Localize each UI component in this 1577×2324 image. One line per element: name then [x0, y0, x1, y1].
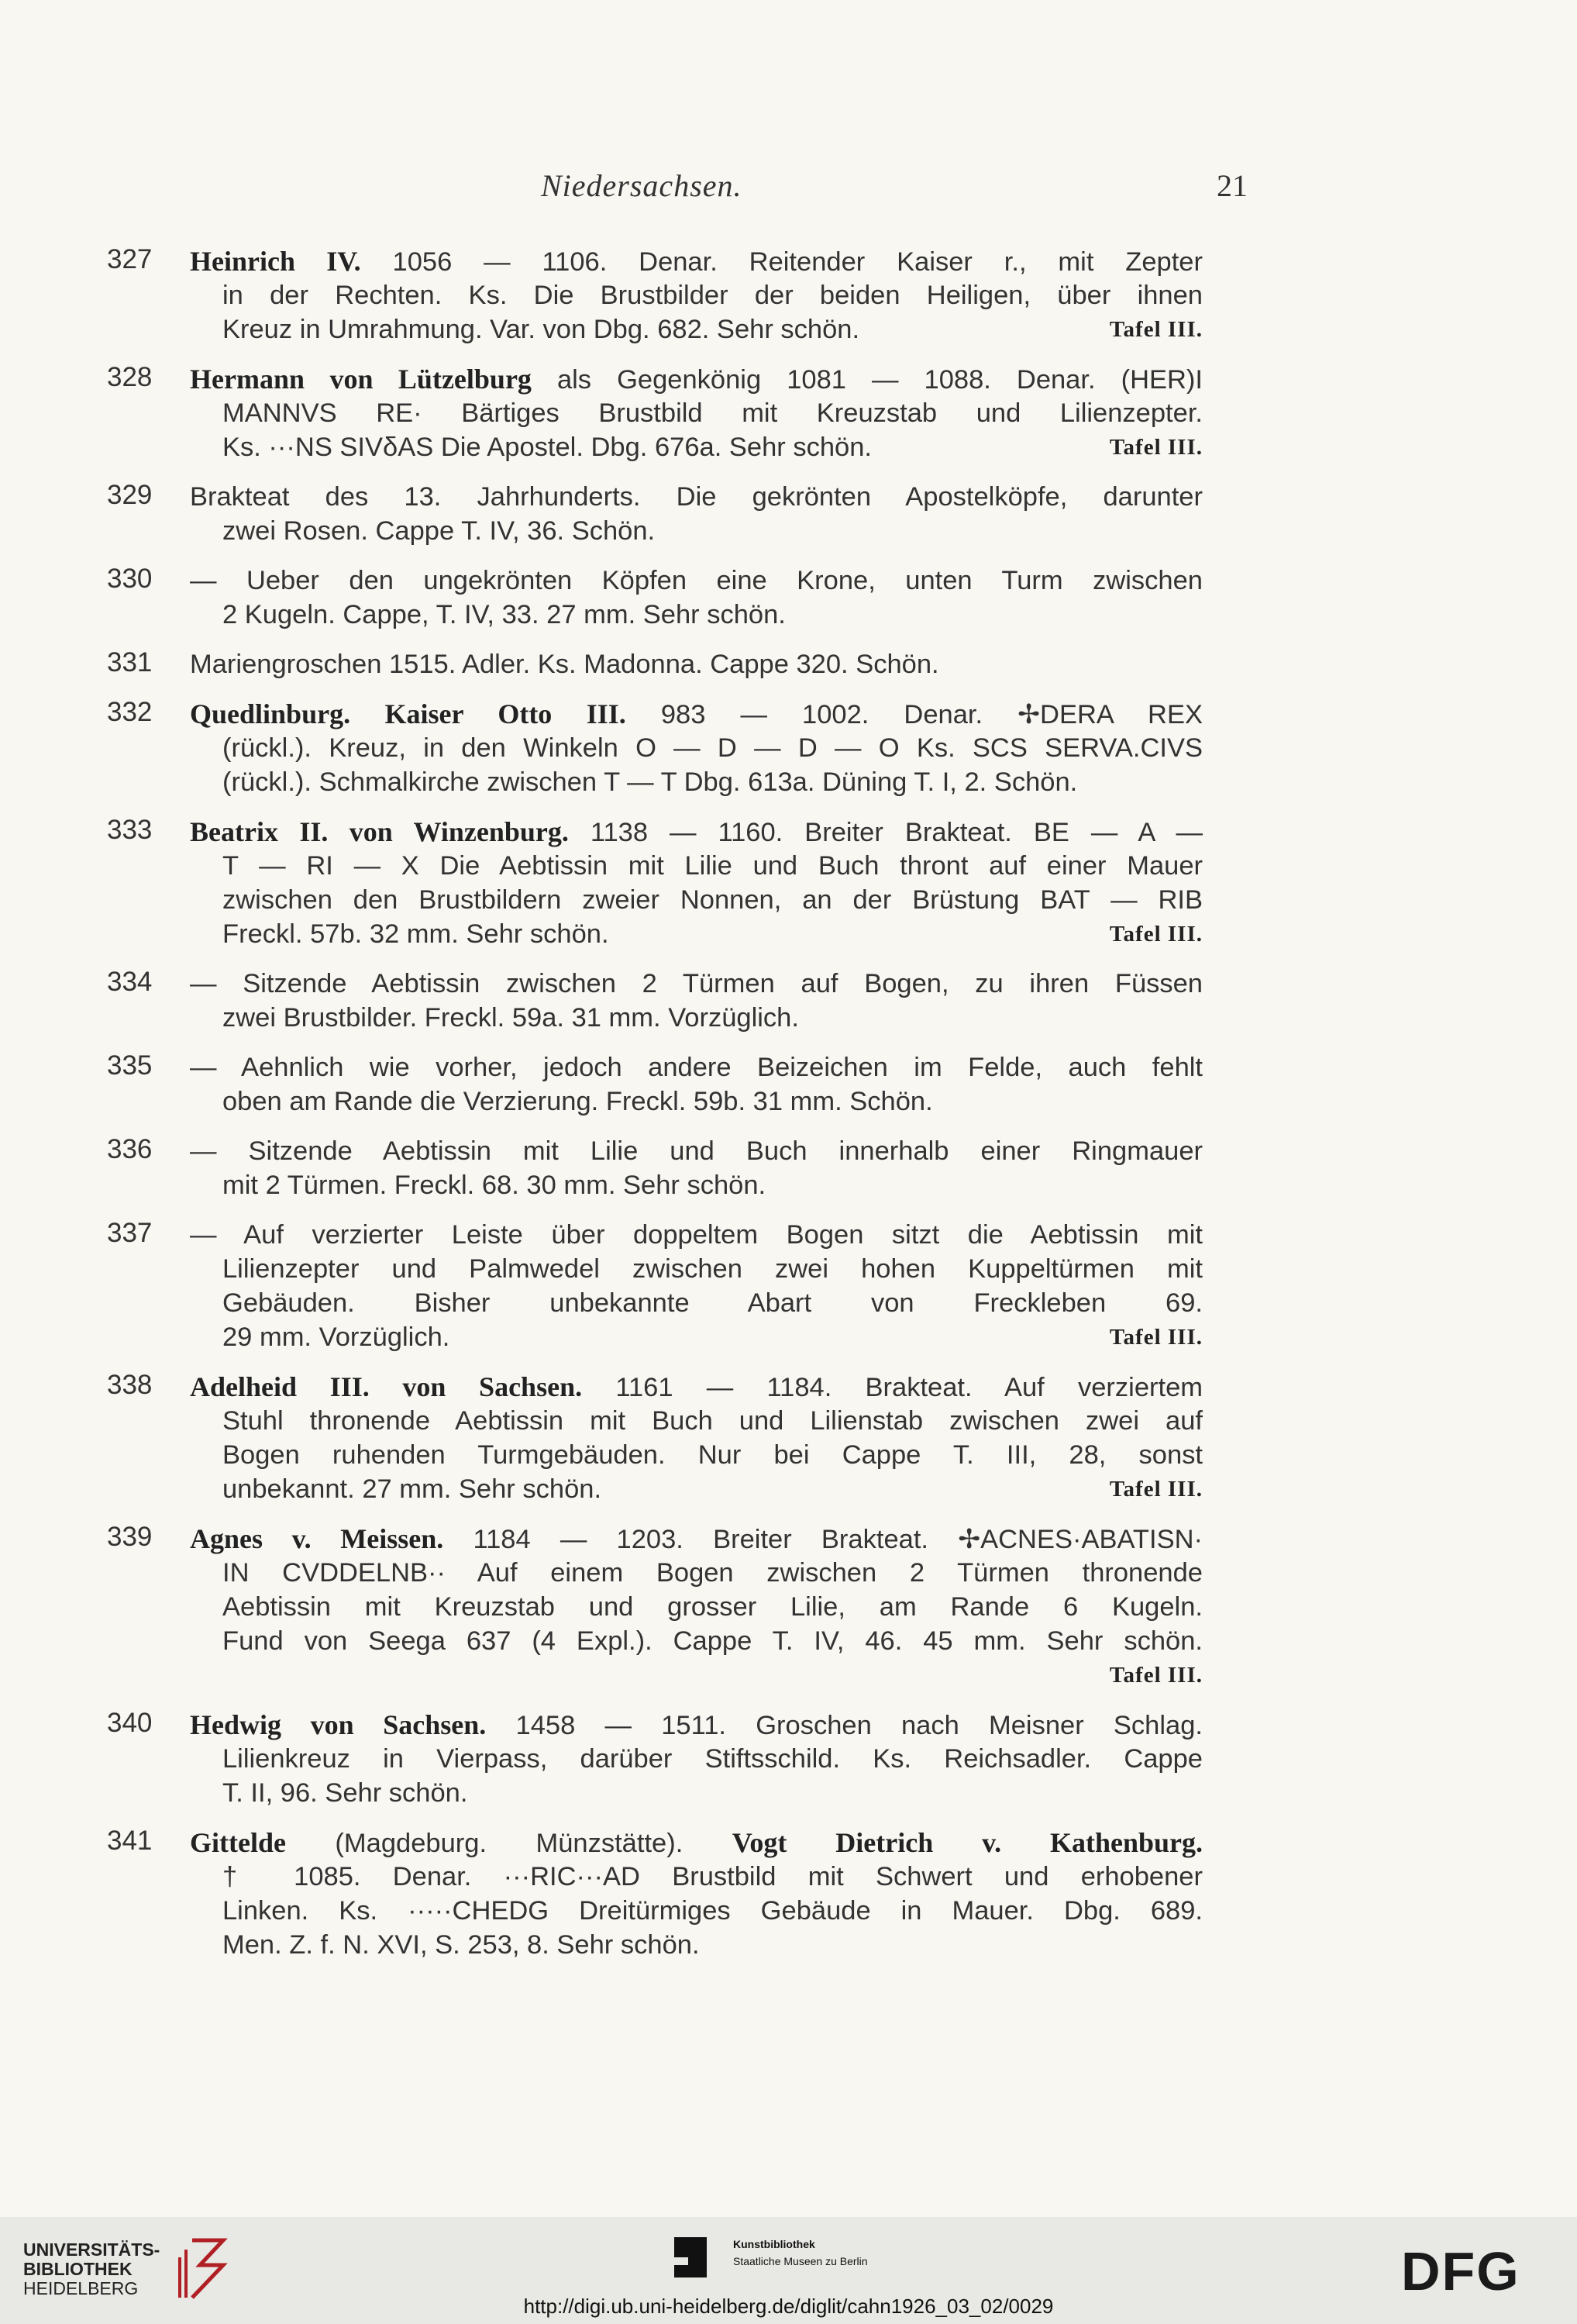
entry-line [190, 1708, 1203, 1742]
entry-text: (Magdeburg. Münzstätte). [285, 1829, 732, 1858]
entry-text: — Sitzende Aebtissin mit Lilie und Buch innerhalb einer Ringmauer [190, 1136, 1203, 1166]
entry-text: Lilienkreuz in Vierpass, darüber Stiftsschild. Ks. Reichsadler. Cappe [222, 1744, 1203, 1774]
ub-heidelberg-logo[interactable] [23, 2234, 232, 2304]
plate-reference: Tafel III. [1109, 922, 1203, 946]
entry-text: (rückl.). Kreuz, in den Winkeln O — D — D — O Ks. SCS SERVA.CIVS [222, 733, 1203, 763]
entry-text: T. II, 96. Sehr schön. [222, 1778, 468, 1808]
entry-line [222, 1658, 1203, 1692]
entry-text: unbekannt. 27 mm. Sehr schön. [222, 1474, 602, 1504]
entry-text: (rückl.). Schmalkirche zwischen T — T Dbg. 613a. Düning T. I, 2. Schön. [222, 767, 1078, 797]
kb-line-2: Staatliche Museen zu Berlin [733, 2255, 868, 2267]
entry-line [222, 312, 1203, 347]
entry-line [190, 815, 1203, 849]
entry-heading: Gittelde [190, 1827, 286, 1858]
entry-line [190, 362, 1203, 396]
entry-line [222, 1286, 1203, 1320]
kb-line-1: Kunstbibliothek [733, 2238, 815, 2250]
entry-number: 327 [107, 244, 153, 274]
ub-line-3: HEIDELBERG [23, 2278, 139, 2298]
entry-number: 339 [107, 1522, 153, 1552]
entry-text: † 1085. Denar. ···RIC···AD Brustbild mit Schwert und erhobener [222, 1862, 1203, 1891]
entry-text: Stuhl thronende Aebtissin mit Buch und Lilienstab zwischen zwei auf [222, 1406, 1203, 1436]
entry-text: Men. Z. f. N. XVI, S. 253, 8. Sehr schön. [222, 1930, 700, 1960]
entry-text: Ks. ···NS SIVδAS Die Apostel. Dbg. 676a. Sehr schön. [222, 433, 873, 462]
kunstbibliothek-mark-icon [674, 2237, 707, 2277]
ub-logo-text [23, 2240, 160, 2298]
entry-text: zwei Brustbilder. Freckl. 59a. 31 mm. Vorzüglich. [222, 1003, 799, 1033]
entry-heading: Hedwig von Sachsen. [190, 1709, 487, 1740]
entry-line [222, 1320, 1203, 1354]
entry-line [190, 697, 1203, 731]
plate-reference: Tafel III. [1109, 1663, 1203, 1688]
entry-line [222, 1472, 1203, 1506]
ub-line-1: UNIVERSITÄTS- [23, 2240, 160, 2260]
dfg-logo[interactable]: DFG [1401, 2241, 1520, 2302]
permalink-url[interactable]: http://digi.ub.uni-heidelberg.de/diglit/cahn1926_03_02/0029 [523, 2295, 1054, 2318]
entry-line [222, 430, 1203, 464]
entry-line [190, 244, 1203, 278]
kunstbibliothek-logo[interactable] [674, 2228, 969, 2290]
entry-text: Fund von Seega 637 (4 Expl.). Cappe T. IV, 46. 45 mm. Sehr schön. [222, 1626, 1203, 1656]
entry-text: Gebäuden. Bisher unbekannte Abart von Freckleben 69. [222, 1288, 1203, 1318]
entry-number: 337 [107, 1218, 153, 1248]
entry-heading: Quedlinburg. Kaiser Otto III. [190, 698, 626, 729]
entry-text: — Aehnlich wie vorher, jedoch andere Beizeichen im Felde, auch fehlt [190, 1053, 1203, 1082]
entry-line [222, 883, 1203, 917]
entry-heading: Adelheid III. von Sachsen. [190, 1371, 583, 1402]
entry-number: 333 [107, 815, 153, 845]
plate-reference: Tafel III. [1109, 317, 1203, 342]
entry-line [222, 765, 1203, 799]
entry-line [222, 396, 1203, 430]
entry-text: — Sitzende Aebtissin zwischen 2 Türmen auf Bogen, zu ihren Füssen [190, 969, 1203, 998]
entry-text: als Gegenkönig 1081 — 1088. Denar. (HER)I [531, 365, 1203, 395]
entry-line [222, 1776, 1203, 1810]
entry-text: T — RI — X Die Aebtissin mit Lilie und Buch thront auf einer Mauer [222, 851, 1203, 881]
entry-text: 1161 — 1184. Brakteat. Auf verziertem [582, 1373, 1203, 1402]
entry-number: 329 [107, 480, 153, 510]
entry-line [222, 1252, 1203, 1286]
entry-text: 1138 — 1160. Breiter Brakteat. BE — A — [568, 818, 1203, 847]
entry-line [190, 1218, 1203, 1252]
entry-line [222, 731, 1203, 765]
entry-text: — Auf verzierter Leiste über doppeltem Bogen sitzt die Aebtissin mit [190, 1220, 1203, 1250]
entry-line [222, 1742, 1203, 1776]
entry-line [222, 1001, 1203, 1035]
entry-text: Mariengroschen 1515. Adler. Ks. Madonna. Cappe 320. Schön. [190, 650, 939, 679]
entry-text: Freckl. 57b. 32 mm. Sehr schön. [222, 919, 609, 949]
entry-text: MANNVS RE· Bärtiges Brustbild mit Kreuzstab und Lilienzepter. [222, 398, 1203, 428]
entry-line [222, 278, 1203, 312]
entry-number: 328 [107, 362, 153, 392]
entry-line [190, 1370, 1203, 1404]
kunstbibliothek-text [733, 2236, 868, 2270]
entry-heading: Hermann von Lützelburg [190, 364, 532, 395]
plate-reference: Tafel III. [1109, 1325, 1203, 1350]
entry-line [222, 1084, 1203, 1119]
entry-heading: Agnes v. Meissen. [190, 1523, 444, 1554]
entry-text: 2 Kugeln. Cappe, T. IV, 33. 27 mm. Sehr schön. [222, 600, 786, 629]
entry-number: 340 [107, 1708, 153, 1738]
entry-line [222, 1168, 1203, 1202]
entry-text: 1184 — 1203. Breiter Brakteat. ✢ACNES·ABATISN· [443, 1525, 1203, 1554]
entry-text: — Ueber den ungekrönten Köpfen eine Krone, unten Turm zwischen [190, 566, 1203, 595]
entry-line [222, 1928, 1203, 1962]
entry-number: 335 [107, 1050, 153, 1081]
entry-text: Linken. Ks. ·····CHEDG Dreitürmiges Gebäude in Mauer. Dbg. 689. [222, 1896, 1203, 1926]
entry-number: 331 [107, 647, 153, 678]
entry-number: 332 [107, 697, 153, 727]
page-number: 21 [1217, 168, 1248, 203]
entry-line [190, 1134, 1203, 1168]
entry-text: 1056 — 1106. Denar. Reitender Kaiser r., mit Zepter [360, 247, 1203, 277]
entry-text: Bogen ruhenden Turmgebäuden. Nur bei Cappe T. III, 28, sonst [222, 1440, 1203, 1470]
entry-text: Brakteat des 13. Jahrhunderts. Die gekrönten Apostelköpfe, darunter [190, 482, 1203, 512]
entry-text: mit 2 Türmen. Freckl. 68. 30 mm. Sehr schön. [222, 1171, 766, 1200]
entry-text: Kreuz in Umrahmung. Var. von Dbg. 682. Sehr schön. [222, 315, 860, 344]
plate-reference: Tafel III. [1109, 435, 1203, 460]
entry-text: 983 — 1002. Denar. ✢DERA REX [625, 700, 1203, 729]
entry-line [190, 1522, 1203, 1556]
entry-line [190, 480, 1203, 514]
entry-line [222, 849, 1203, 883]
entry-line [222, 1894, 1203, 1928]
entry-text: 1458 — 1511. Groschen nach Meisner Schlag. [486, 1711, 1203, 1740]
entry-line [222, 917, 1203, 951]
entry-line [190, 1826, 1203, 1860]
entry-text: Lilienzepter und Palmwedel zwischen zwei hohen Kuppeltürmen mit [222, 1254, 1203, 1284]
entry-number: 338 [107, 1370, 153, 1400]
entry-line [190, 1050, 1203, 1084]
running-head [0, 167, 1577, 214]
entry-line [222, 598, 1203, 632]
entry-number: 330 [107, 564, 153, 594]
entry-number: 334 [107, 967, 153, 997]
entry-line [222, 1590, 1203, 1624]
entry-text: Aebtissin mit Kreuzstab und grosser Lilie, am Rande 6 Kugeln. [222, 1592, 1203, 1622]
entry-text: oben am Rande die Verzierung. Freckl. 59b. 31 mm. Schön. [222, 1087, 933, 1116]
entry-text: zwischen den Brustbildern zweier Nonnen, an der Brüstung BAT — RIB [222, 885, 1203, 915]
plate-reference: Tafel III. [1109, 1477, 1203, 1502]
entry-line [222, 514, 1203, 548]
entry-text: zwei Rosen. Cappe T. IV, 36. Schön. [222, 516, 656, 546]
entry-number: 341 [107, 1826, 153, 1856]
running-title: Niedersachsen. [541, 168, 742, 203]
entry-text: in der Rechten. Ks. Die Brustbilder der beiden Heiligen, über ihnen [222, 281, 1203, 310]
entry-line [222, 1438, 1203, 1472]
entry-line [190, 647, 1203, 681]
entry-text: IN CVDDELNB·· Auf einem Bogen zwischen 2 Türmen thronende [222, 1558, 1203, 1588]
entry-heading: Beatrix II. von Winzenburg. [190, 816, 569, 847]
entry-text: 29 mm. Vorzüglich. [222, 1322, 450, 1352]
ub-mark-icon [161, 2234, 231, 2304]
ub-line-2: BIBLIOTHEK [23, 2259, 133, 2279]
entry-line [222, 1860, 1203, 1894]
entry-line [222, 1556, 1203, 1590]
entry-heading: Heinrich IV. [190, 246, 361, 277]
entry-line [222, 1624, 1203, 1658]
entry-heading-secondary: Vogt Dietrich v. Kathenburg. [732, 1827, 1203, 1858]
footer-bar [0, 2217, 1577, 2324]
entry-line [222, 1404, 1203, 1438]
entry-line [190, 967, 1203, 1001]
entry-line [190, 564, 1203, 598]
entry-number: 336 [107, 1134, 153, 1164]
